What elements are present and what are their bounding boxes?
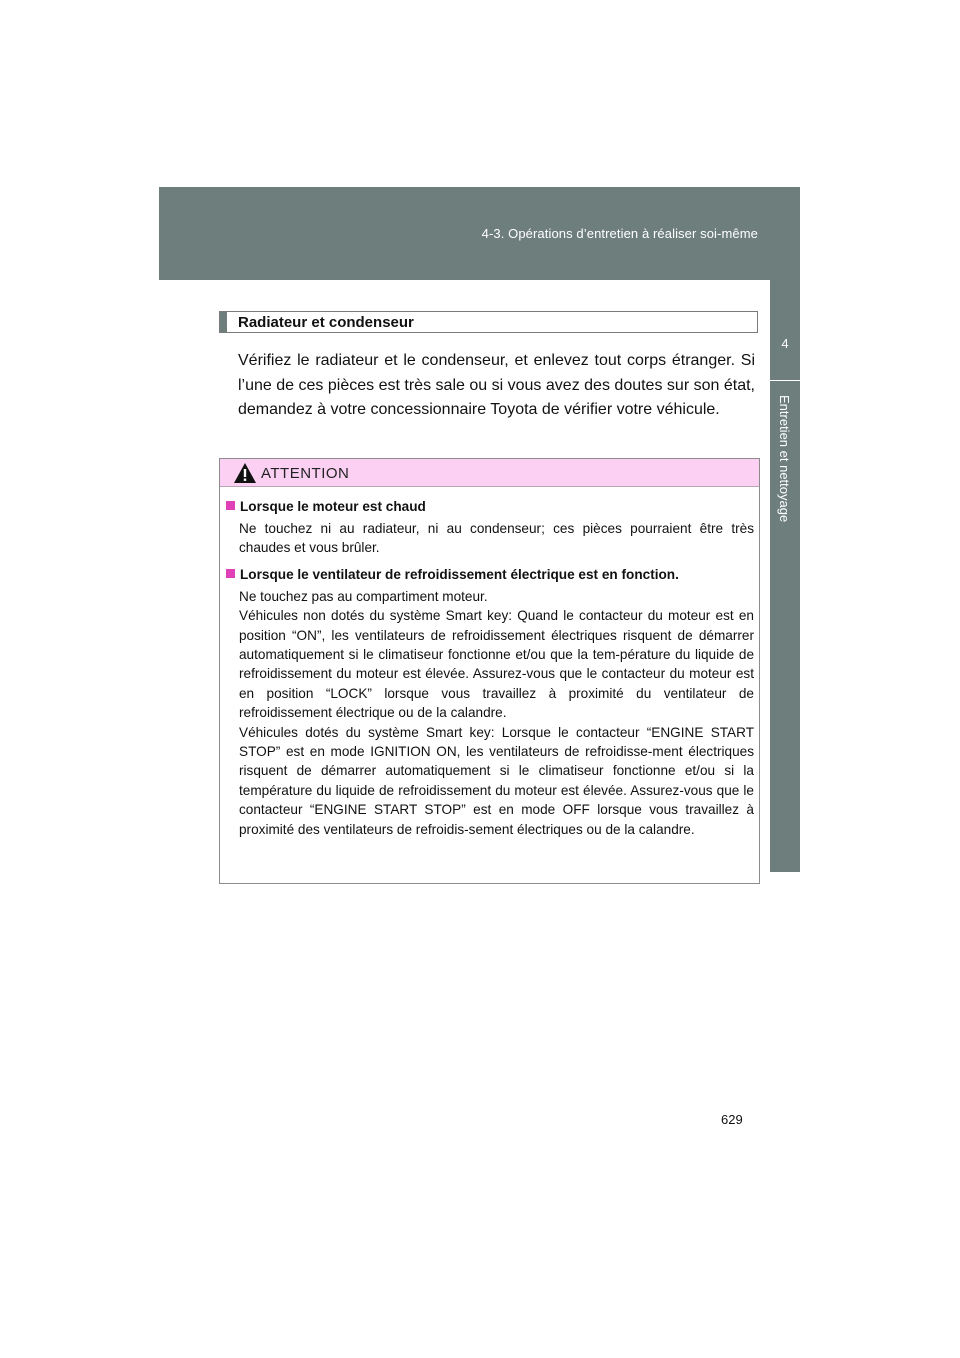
warning-title: ATTENTION — [261, 465, 350, 482]
warning-item-heading: Lorsque le ventilateur de refroidissement électrique est en fonction. — [226, 565, 754, 584]
chapter-header-band — [159, 187, 800, 280]
warning-paragraph: Véhicules non dotés du système Smart key: Quand le contacteur du moteur est en position “ON”, les ventilateurs de refroidissement électriques risquent de démarrer automatiquement si le climatiseur fonctionne et/ou que la tem-pérature du liquide de refroidissement du moteur est élevée. Assurez-vous que le contacteur du moteur est en position “LOCK” lorsque vous travaillez à proximité du ventilateur de refroidissement électrique ou de la calandre. — [239, 608, 754, 721]
warning-header — [220, 459, 759, 487]
bullet-square-icon — [226, 501, 235, 510]
side-tab-divider — [770, 380, 800, 381]
section-intro: Vérifiez le radiateur et le condenseur, et enlevez tout corps étranger. Si l’une de ces pièces est très sale ou si vous avez des doutes sur son état, demandez à votre concessionnaire Toyota de vérifier votre véhicule. — [238, 352, 755, 419]
section-header — [219, 311, 758, 333]
warning-paragraph: Ne touchez ni au radiateur, ni au condenseur; ces pièces pourraient être très chaudes et vous brûler. — [239, 521, 754, 556]
section-title: Radiateur et condenseur — [238, 314, 414, 331]
bullet-square-icon — [226, 569, 235, 578]
warning-triangle-icon — [233, 462, 257, 484]
warning-paragraph: Véhicules dotés du système Smart key: Lorsque le contacteur “ENGINE START STOP” est en mode IGNITION ON, les ventilateurs de refroidisse-ment électriques risquent de démarrer automatiquement si le climatiseur fonctionne et/ou si la température du liquide de refroidissement du moteur est élevée. Assurez-vous que le contacteur “ENGINE START STOP” est en mode OFF lorsque vous travaillez à proximité des ventilateurs de refroidis-sement électriques ou de la calandre. — [239, 724, 754, 837]
page-number: 629 — [721, 1112, 743, 1127]
chapter-number: 4 — [781, 336, 789, 351]
warning-box — [219, 458, 760, 884]
warning-item-heading: Lorsque le moteur est chaud — [226, 497, 754, 516]
warning-paragraph: Ne touchez pas au compartiment moteur. — [239, 588, 488, 604]
chapter-label: Entretien et nettoyage — [777, 395, 792, 523]
warning-content — [226, 497, 754, 839]
chapter-side-tab[interactable] — [770, 280, 800, 872]
section-header-bar — [220, 312, 227, 332]
breadcrumb: 4-3. Opérations d’entretien à réaliser soi-même — [481, 226, 758, 241]
